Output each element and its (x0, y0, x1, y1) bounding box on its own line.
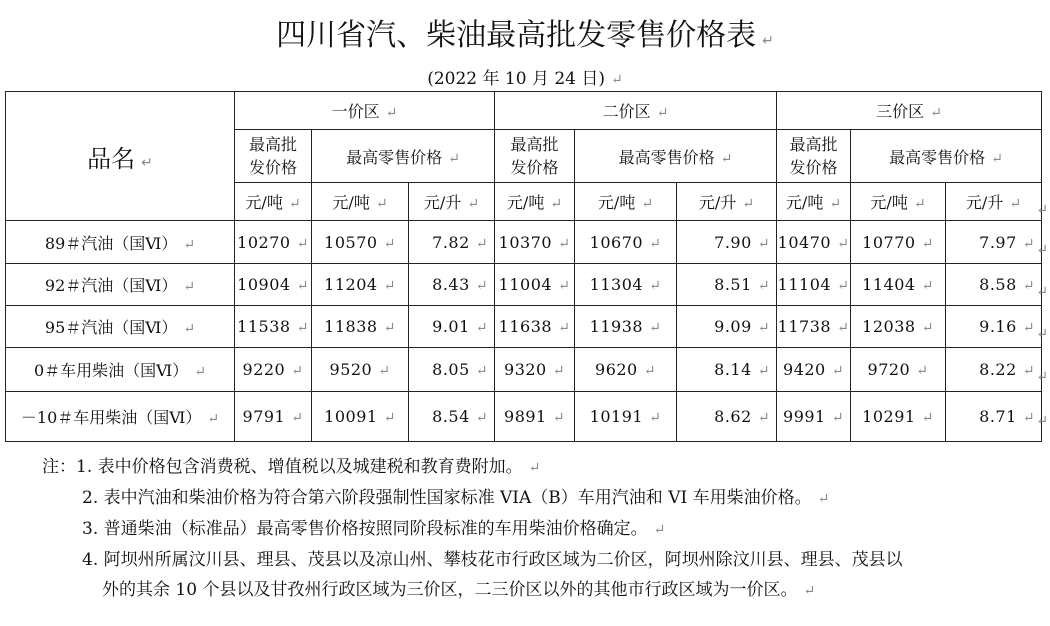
retail-price-liter-cell: 8.62 ↵ (677, 392, 777, 442)
retail-price-liter-cell: 8.54 ↵ (409, 392, 495, 442)
retail-price-liter-cell: 9.01 ↵ (409, 306, 495, 348)
row-end-mark-icon: ↵ (1036, 326, 1048, 342)
wholesale-price-cell: 10470 ↵ (777, 221, 851, 264)
table-row (6, 306, 1042, 348)
unit-ton: 元/吨 ↵ (851, 183, 946, 221)
notes-section (42, 452, 903, 606)
header-wholesale-2: 最高批 发价格 (495, 130, 575, 183)
wholesale-price-cell: 11638 ↵ (495, 306, 575, 348)
row-end-mark-icon: ↵ (1036, 202, 1048, 218)
unit-ton: 元/吨 ↵ (777, 183, 851, 221)
wholesale-price-cell: 11738 ↵ (777, 306, 851, 348)
wholesale-price-cell: 10904 ↵ (235, 264, 312, 306)
wholesale-price-cell: 9791 ↵ (235, 392, 312, 442)
paragraph-mark-icon: ↵ (762, 33, 774, 49)
retail-price-liter-cell: 8.43 ↵ (409, 264, 495, 306)
wholesale-price-cell: 10270 ↵ (235, 221, 312, 264)
header-zone-2: 二价区 ↵ (495, 92, 777, 130)
row-end-mark-icon: ↵ (1036, 369, 1048, 385)
header-zone-1: 一价区 ↵ (235, 92, 495, 130)
wholesale-price-cell: 11104 ↵ (777, 264, 851, 306)
wholesale-price-cell: 11004 ↵ (495, 264, 575, 306)
note-item: 4. 阿坝州所属汶川县、理县、茂县以及凉山州、攀枝花市行政区域为二价区，阿坝州除汶川县、理县、茂县以 (82, 550, 903, 570)
unit-liter: 元/升 ↵ (946, 183, 1042, 221)
retail-price-ton-cell: 9620 ↵ (575, 348, 677, 392)
unit-liter: 元/升 ↵ (677, 183, 777, 221)
header-zone-3: 三价区 ↵ (777, 92, 1042, 130)
product-name-cell: 95＃汽油（国Ⅵ） ↵ (6, 306, 235, 348)
paragraph-mark-icon: ↵ (611, 72, 623, 88)
header-retail-1: 最高零售价格 ↵ (312, 130, 495, 183)
retail-price-ton-cell: 9720 ↵ (851, 348, 946, 392)
row-end-mark-icon: ↵ (1036, 284, 1048, 300)
note-item: 注：1. 表中价格包含消费税、增值税以及城建税和教育费附加。 ↵ (42, 457, 541, 477)
wholesale-price-cell: 9991 ↵ (777, 392, 851, 442)
retail-price-ton-cell: 11938 ↵ (575, 306, 677, 348)
product-name-cell: 92＃汽油（国Ⅵ） ↵ (6, 264, 235, 306)
note-continuation: 外的其余 10 个县以及甘孜州行政区域为三价区，二三价区以外的其他市行政区域为一价区。 ↵ (102, 580, 816, 600)
table-row (6, 264, 1042, 306)
header-product: 品名 ↵ (6, 92, 235, 221)
retail-price-ton-cell: 11838 ↵ (312, 306, 409, 348)
retail-price-liter-cell: 7.97 ↵ (946, 221, 1042, 264)
price-table (5, 91, 1042, 442)
wholesale-price-cell: 9891 ↵ (495, 392, 575, 442)
unit-ton: 元/吨 ↵ (235, 183, 312, 221)
wholesale-price-cell: 9420 ↵ (777, 348, 851, 392)
unit-ton: 元/吨 ↵ (575, 183, 677, 221)
retail-price-ton-cell: 10670 ↵ (575, 221, 677, 264)
header-retail-2: 最高零售价格 ↵ (575, 130, 777, 183)
title-text: 四川省汽、柴油最高批发零售价格表 (276, 18, 757, 53)
date-text: (2022 年 10 月 24 日) (427, 69, 606, 89)
retail-price-liter-cell: 7.82 ↵ (409, 221, 495, 264)
retail-price-ton-cell: 12038 ↵ (851, 306, 946, 348)
retail-price-liter-cell: 8.14 ↵ (677, 348, 777, 392)
unit-ton: 元/吨 ↵ (312, 183, 409, 221)
retail-price-ton-cell: 10770 ↵ (851, 221, 946, 264)
wholesale-price-cell: 9320 ↵ (495, 348, 575, 392)
retail-price-ton-cell: 11304 ↵ (575, 264, 677, 306)
retail-price-liter-cell: 9.16 ↵ (946, 306, 1042, 348)
table-row (6, 221, 1042, 264)
retail-price-liter-cell: 8.71 ↵ (946, 392, 1042, 442)
paragraph-mark-icon: ↵ (141, 154, 153, 171)
retail-price-liter-cell: 8.58 ↵ (946, 264, 1042, 306)
unit-ton: 元/吨 ↵ (495, 183, 575, 221)
retail-price-liter-cell: 8.51 ↵ (677, 264, 777, 306)
row-end-mark-icon: ↵ (1036, 413, 1048, 429)
header-retail-3: 最高零售价格 ↵ (851, 130, 1042, 183)
retail-price-ton-cell: 9520 ↵ (312, 348, 409, 392)
document-date (0, 64, 1050, 89)
retail-price-ton-cell: 11204 ↵ (312, 264, 409, 306)
retail-price-ton-cell: 11404 ↵ (851, 264, 946, 306)
wholesale-price-cell: 10370 ↵ (495, 221, 575, 264)
wholesale-price-cell: 11538 ↵ (235, 306, 312, 348)
header-wholesale-3: 最高批 发价格 (777, 130, 851, 183)
retail-price-ton-cell: 10091 ↵ (312, 392, 409, 442)
table-row (6, 392, 1042, 442)
retail-price-ton-cell: 10291 ↵ (851, 392, 946, 442)
retail-price-liter-cell: 8.22 ↵ (946, 348, 1042, 392)
note-item: 3. 普通柴油（标准品）最高零售价格按照同阶段标准的车用柴油价格确定。 ↵ (82, 519, 666, 539)
header-wholesale-1: 最高批 发价格 (235, 130, 312, 183)
note-item: 2. 表中汽油和柴油价格为符合第六阶段强制性国家标准 VIA（B）车用汽油和 VI 车用柴油价格。 ↵ (82, 488, 830, 508)
product-name-cell: －10＃车用柴油（国Ⅵ） ↵ (6, 392, 235, 442)
product-name-cell: 89＃汽油（国Ⅵ） ↵ (6, 221, 235, 264)
retail-price-liter-cell: 8.05 ↵ (409, 348, 495, 392)
row-end-mark-icon: ↵ (1036, 242, 1048, 258)
unit-liter: 元/升 ↵ (409, 183, 495, 221)
retail-price-ton-cell: 10191 ↵ (575, 392, 677, 442)
retail-price-liter-cell: 7.90 ↵ (677, 221, 777, 264)
wholesale-price-cell: 9220 ↵ (235, 348, 312, 392)
retail-price-ton-cell: 10570 ↵ (312, 221, 409, 264)
retail-price-liter-cell: 9.09 ↵ (677, 306, 777, 348)
notes-label: 注： (42, 457, 76, 477)
document-title (0, 10, 1050, 54)
product-name-cell: 0＃车用柴油（国Ⅵ） ↵ (6, 348, 235, 392)
table-row (6, 348, 1042, 392)
